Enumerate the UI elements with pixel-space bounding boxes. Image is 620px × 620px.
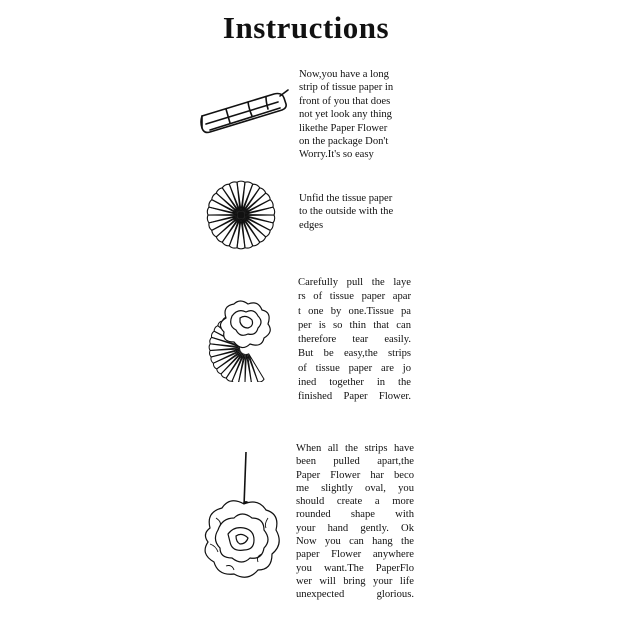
step-2-text — [299, 192, 413, 232]
text-line: me slightly oval, you — [296, 482, 414, 494]
text-line: should create a more — [296, 496, 414, 508]
half-opened-flower-icon — [202, 296, 292, 382]
text-line: Now,you have a long — [299, 69, 389, 80]
text-line: per is so thin that can — [298, 319, 411, 331]
text-line: therefore tear easily. — [298, 334, 411, 346]
text-line: wer will bring your life — [296, 575, 414, 587]
text-line: rounded shape with — [296, 509, 414, 521]
text-line: of tissue paper are jo — [298, 362, 411, 374]
text-line: on the package Don't — [299, 136, 389, 148]
text-line: Unfid the tissue paper — [299, 193, 393, 204]
text-line: Worry.It's so easy — [299, 149, 374, 161]
text-line: strip of tissue paper in — [299, 82, 394, 94]
text-line: Carefully pull the laye — [298, 277, 411, 288]
text-line: likethe Paper Flower — [299, 122, 388, 134]
step-1-text — [299, 68, 411, 162]
text-line: front of you that does — [299, 95, 391, 107]
rolled-paper-strip-icon — [196, 80, 292, 142]
page-title: Instructions — [222, 10, 390, 45]
text-line: unexpected glorious. — [296, 589, 414, 601]
text-line: paper Flower anywhere — [296, 549, 414, 561]
step-4-text — [296, 442, 414, 602]
text-line: edges — [299, 219, 324, 231]
step-3-text — [298, 276, 411, 405]
text-line: But be easy,the strips — [298, 348, 411, 360]
text-line: finished Paper Flower. — [298, 391, 411, 403]
fanned-paper-circle-icon — [204, 178, 278, 252]
text-line: your hand gently. Ok — [296, 522, 414, 534]
text-line: not yet look any thing — [299, 109, 392, 121]
text-line: t one by one.Tissue pa — [298, 305, 411, 317]
hanging-paper-flower-icon — [196, 448, 286, 600]
text-line: Now you can hang the — [296, 536, 414, 548]
text-line: rs of tissue paper apar — [298, 291, 411, 303]
text-line: Paper Flower har beco — [296, 469, 414, 481]
text-line: When all the strips have — [296, 443, 414, 454]
text-line: to the outside with the — [299, 206, 394, 218]
text-line: ined together in the — [298, 377, 411, 389]
text-line: you want.The PaperFlo — [296, 562, 414, 574]
text-line: been pulled apart,the — [296, 456, 414, 468]
